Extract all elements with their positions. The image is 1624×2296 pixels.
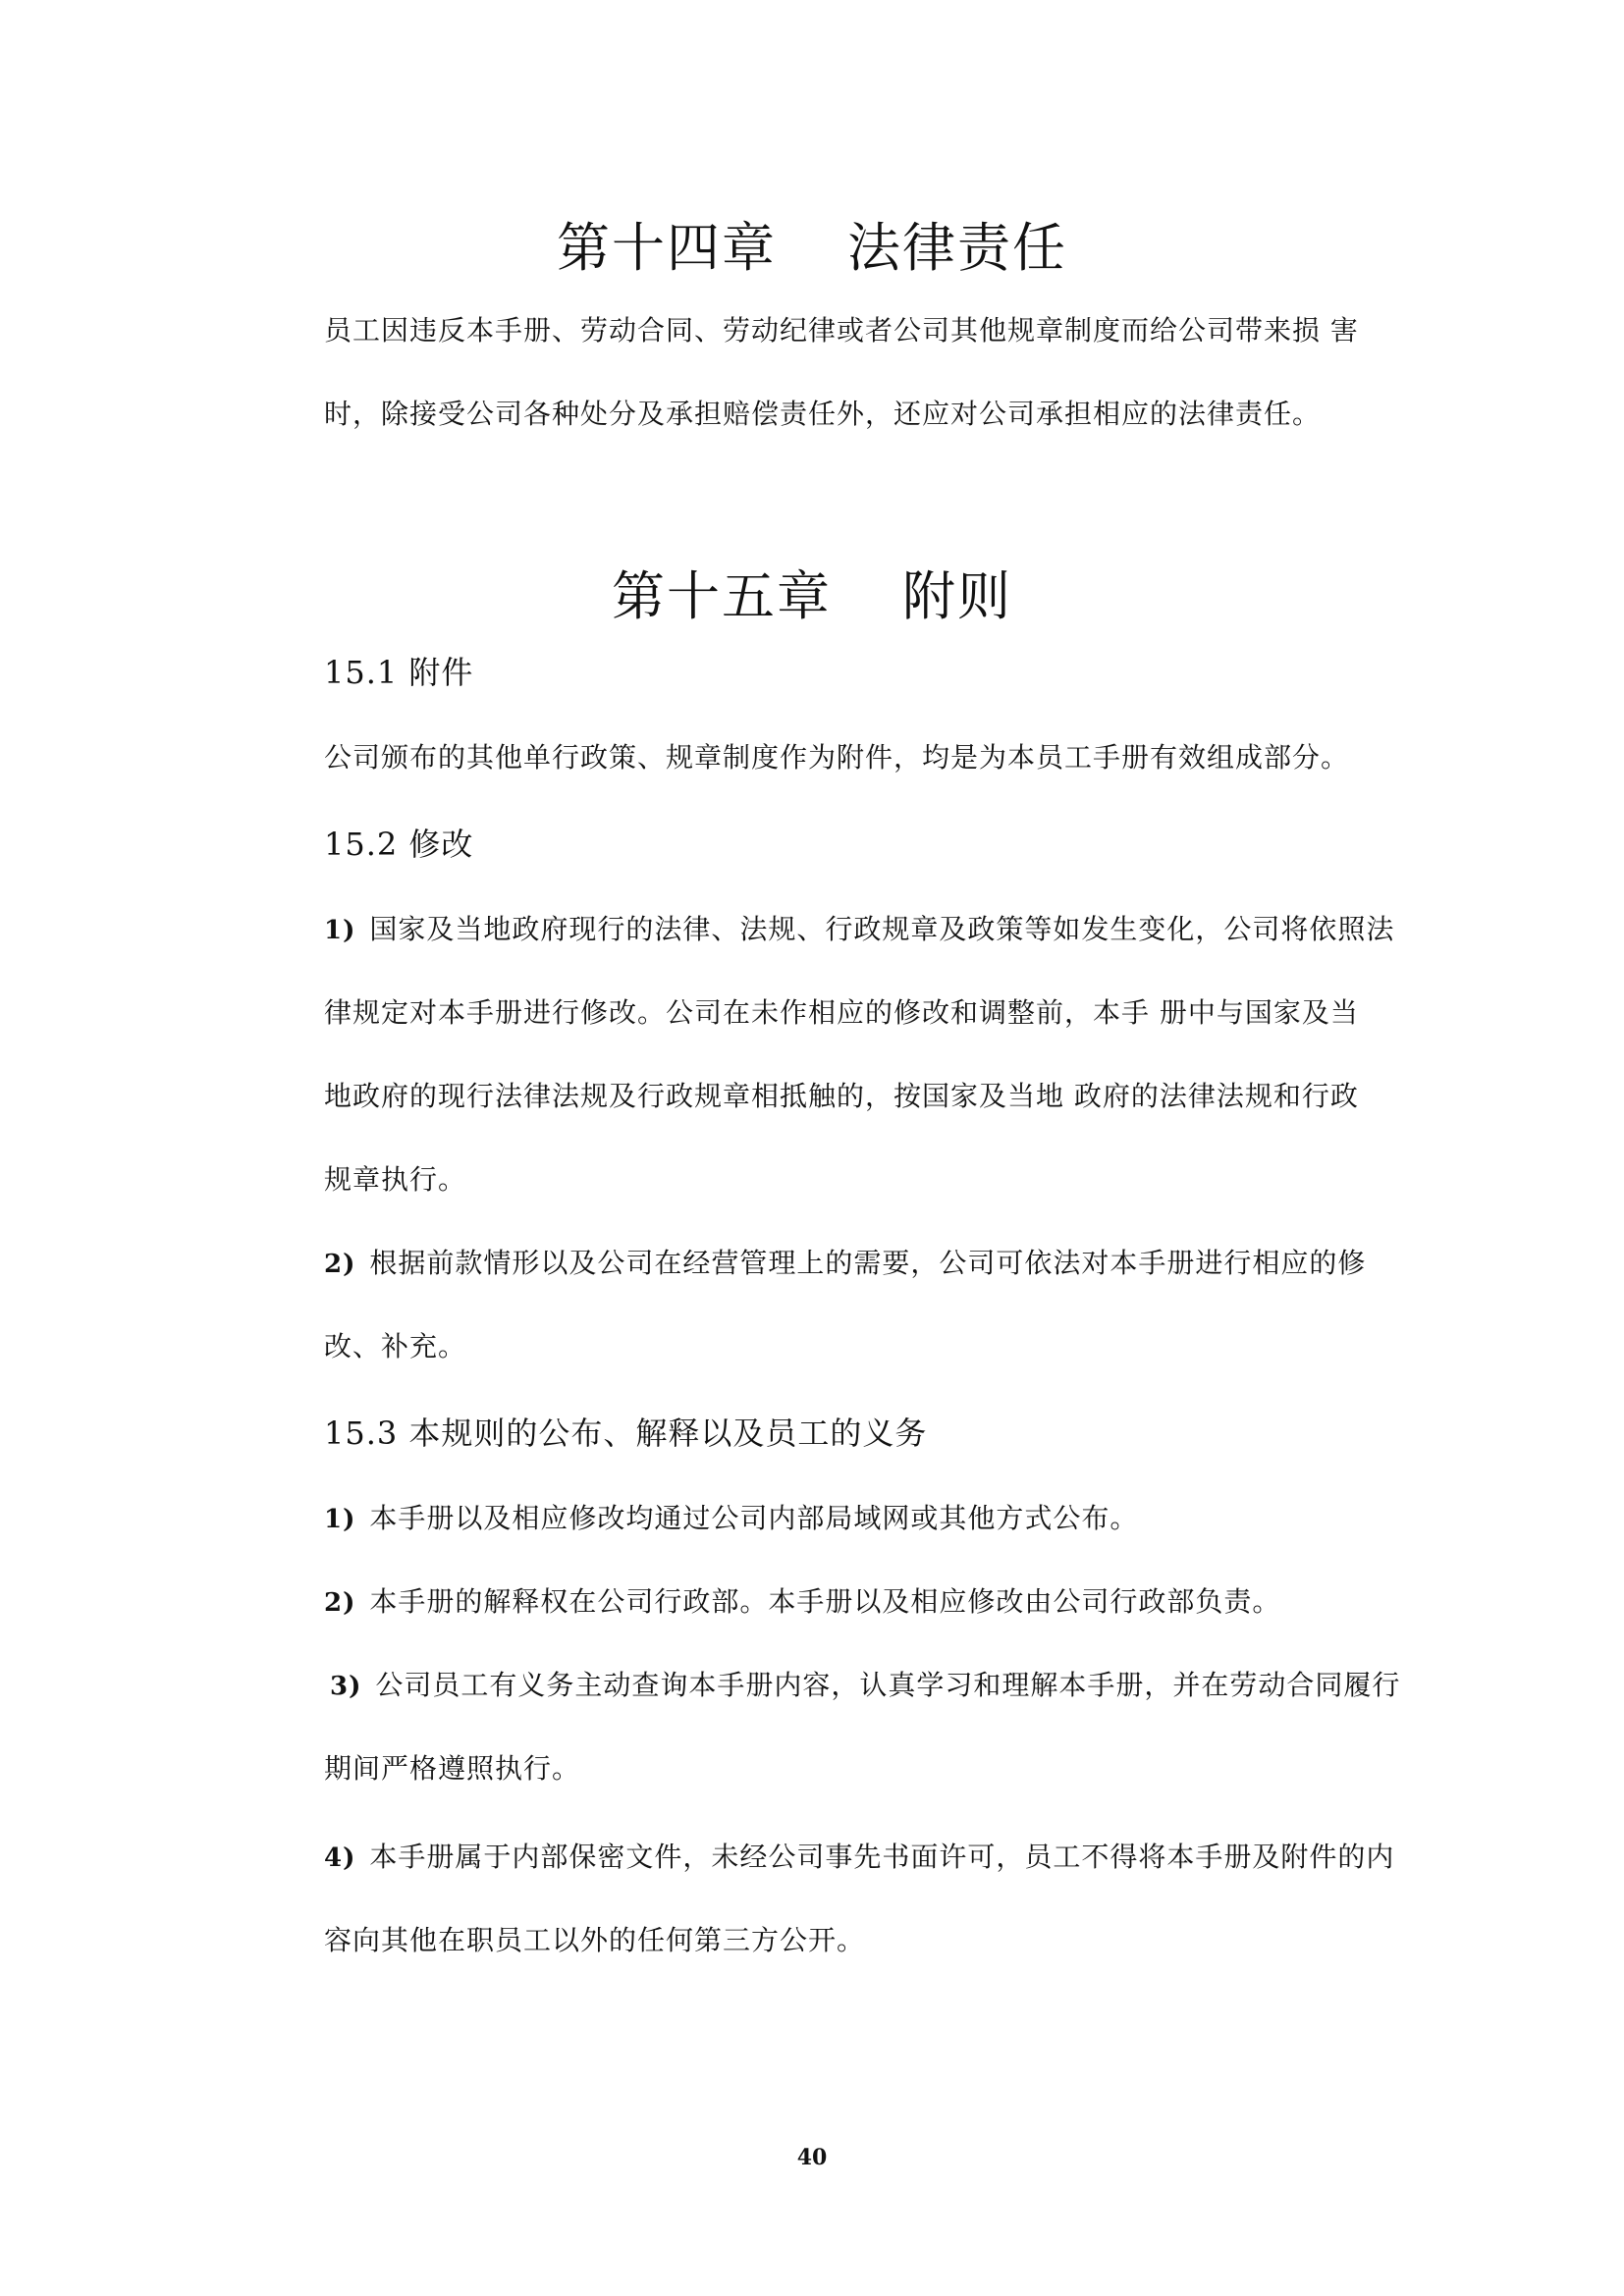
list-item-number: 1) — [324, 916, 356, 945]
section-15-1-heading: 15.1 附件 — [324, 654, 474, 691]
chapter-14-paragraph-line: 时，除接受公司各种处分及承担赔偿责任外，还应对公司承担相应的法律责任。 — [324, 398, 1322, 430]
list-item-number: 4) — [324, 1843, 356, 1873]
list-item — [330, 1664, 1400, 1703]
list-item-text: 本手册属于内部保密文件，未经公司事先书面许可，员工不得将本手册及附件的内 — [369, 1841, 1395, 1873]
list-item-text: 根据前款情形以及公司在经营管理上的需要，公司可依法对本手册进行相应的修 — [369, 1247, 1367, 1279]
list-item-number: 2) — [324, 1250, 356, 1279]
list-item-continuation: 期间严格遵照执行。 — [324, 1752, 581, 1785]
list-item — [324, 1242, 1366, 1281]
list-item-continuation: 规章执行。 — [324, 1163, 467, 1196]
list-item-text: 本手册以及相应修改均通过公司内部局域网或其他方式公布。 — [369, 1502, 1139, 1534]
list-item-text: 公司员工有义务主动查询本手册内容，认真学习和理解本手册，并在劳动合同履行 — [375, 1669, 1401, 1701]
chapter-14-paragraph-line: 员工因违反本手册、劳动合同、劳动纪律或者公司其他规章制度而给公司带来损 害 — [324, 314, 1359, 347]
chapter-14-title — [0, 206, 1624, 282]
list-item-continuation: 地政府的现行法律法规及行政规章相抵触的，按国家及当地 政府的法律法规和行政 — [324, 1080, 1359, 1112]
list-item — [324, 908, 1394, 947]
list-item-number: 2) — [324, 1588, 356, 1618]
list-item-number: 1) — [324, 1505, 356, 1534]
list-item-number: 3) — [330, 1672, 362, 1701]
section-15-1-text: 公司颁布的其他单行政策、规章制度作为附件，均是为本员工手册有效组成部分。 — [324, 741, 1350, 774]
list-item — [324, 1836, 1394, 1875]
list-item-text: 本手册的解释权在公司行政部。本手册以及相应修改由公司行政部负责。 — [369, 1585, 1281, 1618]
chapter-15-title — [0, 555, 1624, 630]
section-15-2-heading: 15.2 修改 — [324, 826, 474, 863]
list-item-text: 国家及当地政府现行的法律、法规、行政规章及政策等如发生变化，公司将依照法 — [369, 913, 1395, 945]
list-item — [324, 1580, 1280, 1620]
chapter-14-number: 第十四章 — [557, 217, 777, 279]
chapter-15-number: 第十五章 — [612, 565, 832, 627]
section-15-3-heading: 15.3 本规则的公布、解释以及员工的义务 — [324, 1415, 928, 1452]
list-item-continuation: 容向其他在职员工以外的任何第三方公开。 — [324, 1924, 866, 1956]
list-item-continuation: 改、补充。 — [324, 1330, 467, 1362]
page-number: 40 — [796, 2145, 828, 2170]
chapter-15-name: 附则 — [902, 565, 1012, 627]
list-item — [324, 1497, 1138, 1536]
list-item-continuation: 律规定对本手册进行修改。公司在未作相应的修改和调整前，本手 册中与国家及当 — [324, 996, 1359, 1029]
chapter-14-name: 法律责任 — [847, 217, 1067, 279]
